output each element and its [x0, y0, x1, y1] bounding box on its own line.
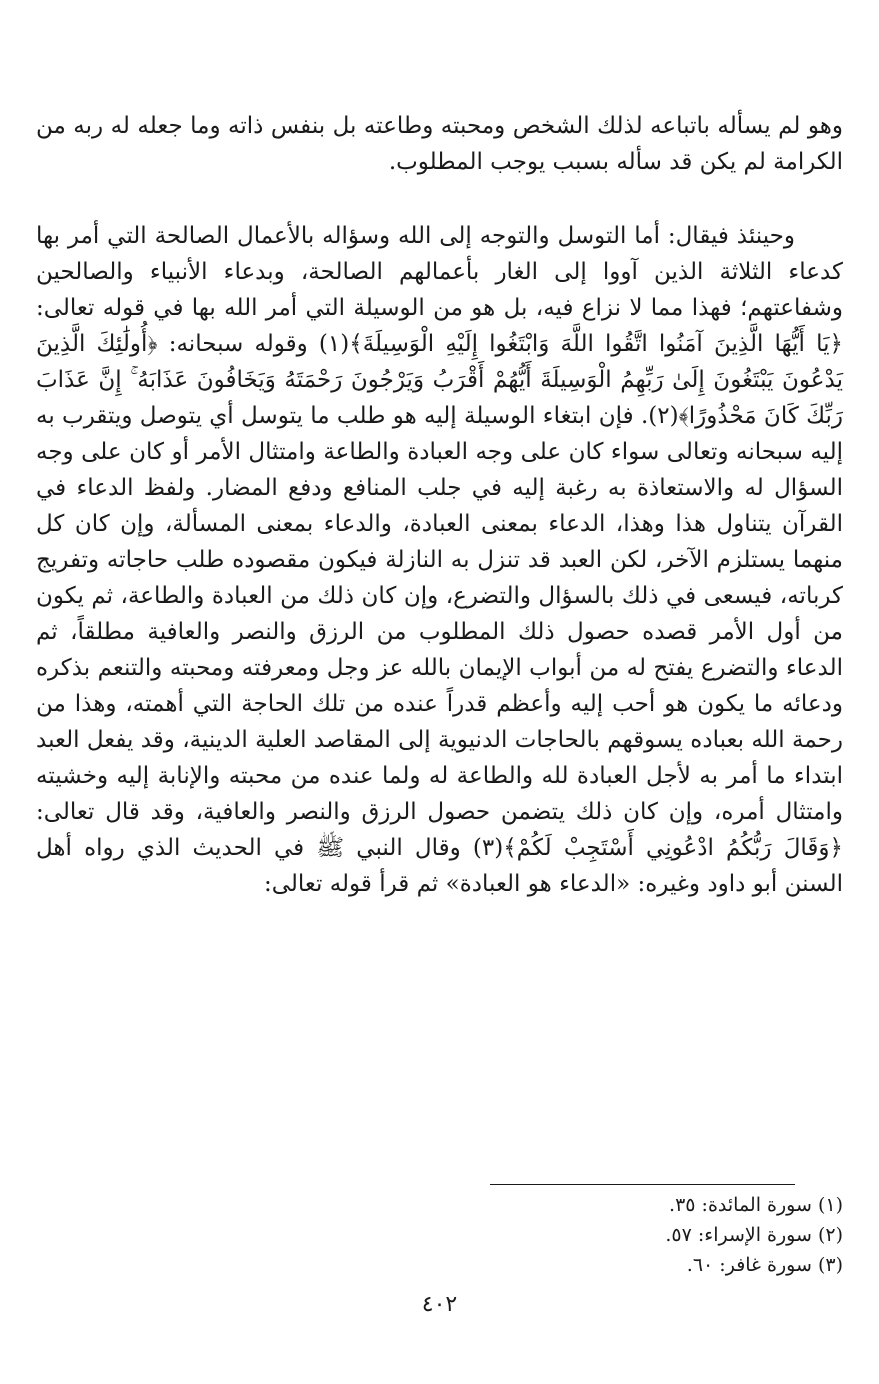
- page-number: ٤٠٢: [421, 1292, 458, 1317]
- footnotes: [443, 1190, 843, 1280]
- footnote-2: (٢) سورة الإسراء: ٥٧.: [665, 1224, 843, 1246]
- page-body: [36, 108, 843, 902]
- footnote-3: (٣) سورة غافر: ٦٠.: [686, 1254, 843, 1276]
- paragraph-2: وحينئذ فيقال: أما التوسل والتوجه إلى الله وسؤاله بالأعمال الصالحة التي أمر بها كدعاء الثلاثة الذين آووا إلى الغار بأعمالهم الصالحة، وبدعاء الأنبياء والصالحين وشفاعتهم؛ فهذا مما لا نزاع فيه، بل هو من الوسيلة التي أمر الله بها في قوله تعالى: ﴿يَا أَيُّهَا الَّذِينَ آمَنُوا اتَّقُوا اللَّهَ وَابْتَغُوا إِلَيْهِ الْوَسِيلَةَ﴾(١) وقوله سبحانه: ﴿أُولَٰئِكَ الَّذِينَ يَدْعُونَ يَبْتَغُونَ إِلَىٰ رَبِّهِمُ الْوَسِيلَةَ أَيُّهُمْ أَقْرَبُ وَيَرْجُونَ رَحْمَتَهُ وَيَخَافُونَ عَذَابَهُ ۚ إِنَّ عَذَابَ رَبِّكَ كَانَ مَحْذُورًا﴾(٢). فإن ابتغاء الوسيلة إليه هو طلب ما يتوسل أي يتوصل ويتقرب به إليه سبحانه وتعالى سواء كان على وجه العبادة والطاعة وامتثال الأمر أو كان على وجه السؤال له والاستعاذة به رغبة إليه في جلب المنافع ودفع المضار. ولفظ الدعاء في القرآن يتناول هذا وهذا، الدعاء بمعنى العبادة، والدعاء بمعنى المسألة، وإن كان كل منهما يستلزم الآخر، لكن العبد قد تنزل به النازلة فيكون مقصوده طلب حاجاته وتفريج كرباته، فيسعى في ذلك بالسؤال والتضرع، وإن كان ذلك من العبادة والطاعة، ثم يكون من أول الأمر قصده حصول ذلك المطلوب من الرزق والنصر والعافية مطلقاً، ثم الدعاء والتضرع يفتح له من أبواب الإيمان بالله عز وجل ومعرفته ومحبته والتنعم بذكره ودعائه ما يكون هو أحب إليه وأعظم قدراً عنده من تلك الحاجة التي أهمته، وهذا من رحمة الله بعباده يسوقهم بالحاجات الدنيوية إلى المقاصد العلية الدينية، وقد يفعل العبد ابتداء ما أمر به لأجل العبادة لله والطاعة له ولما عنده من محبته والإنابة إليه وخشيته وامتثال أمره، وإن كان ذلك يتضمن حصول الرزق والنصر والعافية، وقد قال تعالى: ﴿وَقَالَ رَبُّكُمُ ادْعُونِي أَسْتَجِبْ لَكُمْ﴾(٣) وقال النبي ﷺ في الحديث الذي رواه أهل السنن أبو داود وغيره: «الدعاء هو العبادة» ثم قرأ قوله تعالى:: [36, 223, 843, 897]
- paragraph-1: وهو لم يسأله باتباعه لذلك الشخص ومحبته وطاعته بل بنفس ذاته وما جعله له ربه من الكرامة لم يكن قد سأله بسبب يوجب المطلوب.: [36, 113, 843, 175]
- footnote-1: (١) سورة المائدة: ٣٥.: [669, 1194, 843, 1216]
- footnote-separator: [490, 1184, 795, 1185]
